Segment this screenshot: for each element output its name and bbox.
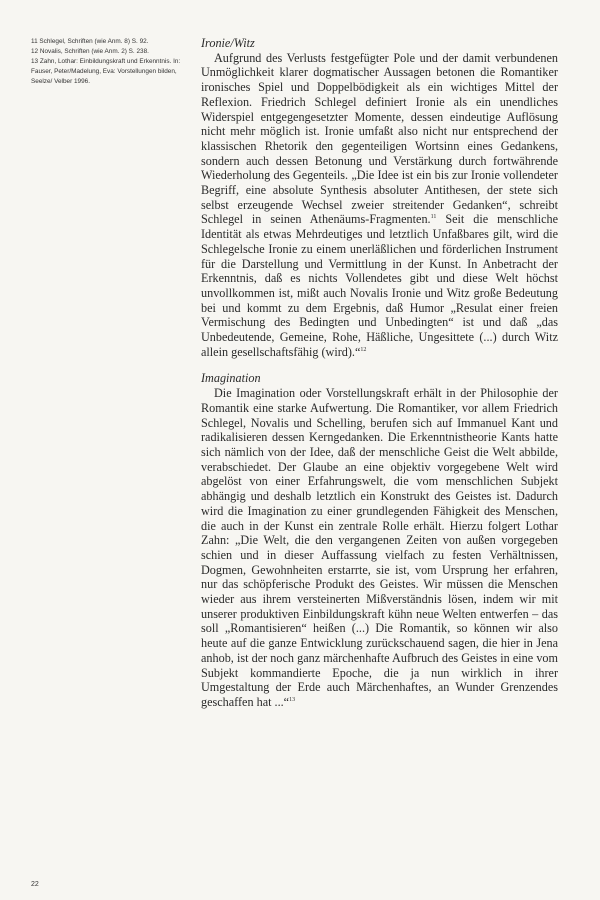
- footnote-ref[interactable]: 11: [430, 214, 437, 221]
- section-heading: Ironie/Witz: [201, 36, 255, 50]
- footnote-ref[interactable]: 13: [289, 696, 296, 703]
- paragraph-text: Die Imagination oder Vorstellungskraft erhält in der Philosophie der Romantik eine starke Aufwertung. Die Romantiker, vor allem Friedrich Schlegel, Novalis und Schelling, berufen sich auf Immanuel Kant und radikalisieren dessen Kerngedanken. Die Erkenntnistheorie Kants hatte sich nämlich von der Idee, daß der menschliche Geist die Welt abbilde, verabschiedet. Der Glaube an eine objektiv vorgegebene Welt wird abgelöst von einer Erfahrungswelt, die vom menschlichen Subjekt abhängig und deshalb letztlich ein Konstrukt des Geistes ist. Dadurch wird die Imagination zu einer grundlegenden Fähigkeit des Menschen, die auch in der Kunst ein zentrale Rolle erhält. Hierzu folgert Lothar Zahn: „Die Welt, die den vergangenen Zeiten von außen vorgegeben schien und in dieser Auffassung vielfach zu festen Verhältnissen, Dogmen, Gewohnheiten erstarrte, sie ist, vom Ursprung her erfahren, nur das schöpferische Produkt des Geistes. Wir müssen die Menschen wieder aus ihrem versteinerten Mißverständnis lösen, indem wir mit unserer produktiven Einbildungskraft kühn neue Welten entwerfen – das soll „Romantisieren“ heißen (...) Die Romantik, so können wir also heute auf die ganze Entwicklung zurückschauend sagen, die hier in Jena anhob, ist der noch ganz märchenhafte Aufbruch des Geistes in eine vom Subjekt kommandierte Epoche, die ja nun wirklich in ihrer Umgestaltung der Erde auch Märchenhaftes, an Wunder Grenzendes geschaffen hat ...“: [201, 386, 558, 709]
- footnotes: [31, 37, 191, 87]
- paragraph-text: Aufgrund des Verlusts festgefügter Pole und der damit verbundenen Unmöglichkeit klarer dogmatischer Aussagen betonen die Romantiker ironisches Spiel und Doppelbödigkeit als ein wichtiges Mittel der Reflexion. Friedrich Schlegel definiert Ironie als ein unendliches Widerspiel entgegengesetzter Momente, dessen eindeutige Auflösung nicht mehr möglich ist. Ironie umfaßt also nicht nur entsprechend der klassischen Rhetorik den gegenteiligen Wortsinn eines Gedankens, sondern auch dessen Betonung und Verstärkung durch fortwährende Wiederholung des Gegenteils. „Die Idee ist ein bis zur Ironie vollendeter Begriff, eine absolute Synthesis absoluter Antithesen, der stete sich selbst erzeugende Wechsel zweier streitender Gedanken“, schreibt Schlegel in seinen Athenäums-Fragmenten.: [201, 50, 558, 227]
- footnote-13: 13 Zahn, Lothar: Einbildungskraft und Erkenntnis. In: Fauser, Peter/Madelung, Eva: Vorstellungen bilden, Seelze/ Velber 1996.: [31, 58, 181, 85]
- section-paragraph: [201, 51, 558, 360]
- main-text: [201, 36, 558, 710]
- footnote-11: 11 Schlegel, Schriften (wie Anm. 8) S. 92.: [31, 38, 149, 45]
- section-paragraph: [201, 386, 558, 709]
- page-number: 22: [31, 881, 39, 888]
- paragraph-text: Seit die menschliche Identität als etwas Mehrdeutiges und letztlich Unfaßbares gilt, wird die Schlegelsche Ironie zu einem unerläßlichen und förderlichen Instrument für die Darstellung und Vermittlung in der Kunst. In Anbetracht der Erkenntnis, daß es nichts Vollendetes gibt und diese Welt höchst unvollkommen ist, mißt auch Novalis Ironie und Witz große Bedeutung bei und kommt zu dem Ergebnis, daß Humor „Resulat einer freien Vermischung des Bedingten und Unbedingten“ ist und daß „das Unbedeutende, Gemeine, Rohe, Häßliche, Ungesittete (...) durch Witz allein gesellschaftsfähig (wird).“: [201, 212, 558, 359]
- section-ironie: [201, 36, 558, 359]
- footnote-ref[interactable]: 12: [360, 346, 367, 353]
- section-imagination: [201, 371, 558, 709]
- section-heading: Imagination: [201, 371, 261, 386]
- footnote-12: 12 Novalis, Schriften (wie Anm. 2) S. 238.: [31, 48, 149, 55]
